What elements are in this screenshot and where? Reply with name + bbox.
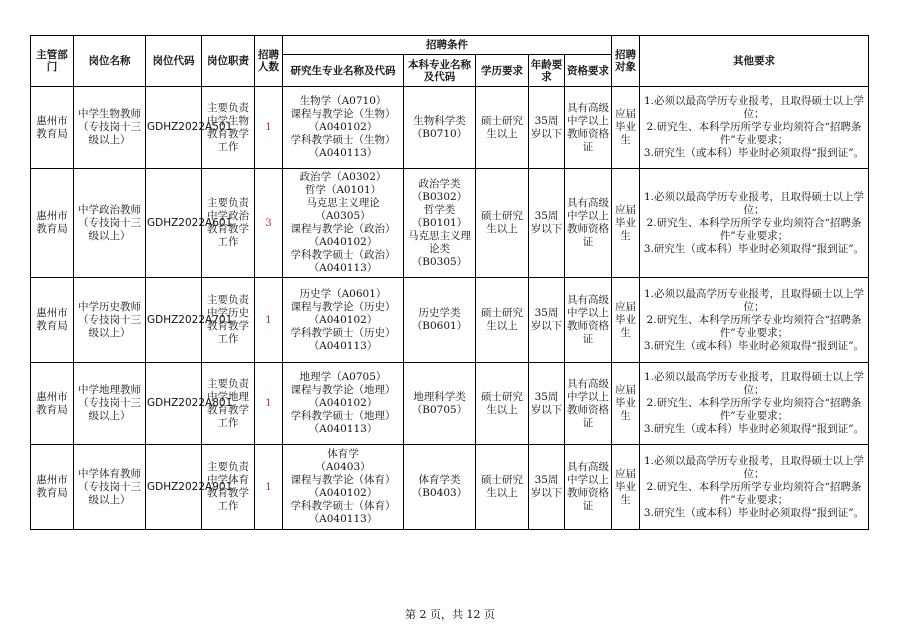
other-req-cell (640, 363, 869, 445)
post-name-cell: 中学政治教师（专技岗十三级以上） (74, 169, 146, 278)
cell-line: 学科教学硕士（生物） (290, 134, 396, 146)
age-cell: 35周岁以下 (529, 363, 565, 445)
table-row (31, 169, 869, 278)
post-duty-cell: 主要负责中学历史教育教学工作 (202, 278, 255, 363)
header-age: 年龄要求 (529, 55, 565, 87)
cell-line: 历史学类 (418, 307, 461, 319)
dept-cell: 惠州市教育局 (31, 445, 74, 530)
table-row (31, 363, 869, 445)
cell-line: 课程与教学论（体育） (290, 474, 396, 486)
header-undergrad-major: 本科专业名称及代码 (404, 55, 476, 87)
cell-line: 2.研究生、本科学历所学专业均须符合“招聘条件”专业要求； (646, 480, 862, 506)
undergrad-major-cell (404, 363, 476, 445)
cell-line: 体育学类 (418, 474, 461, 486)
grad-major-cell (283, 169, 404, 278)
cell-line: 马克思主义理 (408, 229, 471, 242)
other-req-cell (640, 87, 869, 169)
cell-line: （A040102） (308, 236, 378, 248)
target-cell: 应届毕业生 (612, 169, 640, 278)
cell-line: 学科教学硕士（体育） (290, 500, 396, 512)
post-name-cell: 中学体育教师（专技岗十三级以上） (74, 445, 146, 530)
qualification-cell: 具有高级中学以上教师资格证 (565, 87, 612, 169)
cell-line: （A040113） (308, 423, 378, 435)
post-name-cell: 中学生物教师（专技岗十三级以上） (74, 87, 146, 169)
grad-major-cell (283, 363, 404, 445)
cell-line: 3.研究生（或本科）毕业时必须取得“报到证”。 (643, 506, 865, 519)
header-qualification: 资格要求 (565, 55, 612, 87)
cell-line: 学科教学硕士（地理） (290, 410, 396, 422)
cell-line: 1.必须以最高学历专业报考，且取得硕士以上学位； (643, 95, 865, 120)
grad-major-cell (283, 278, 404, 363)
cell-line: 3.研究生（或本科）毕业时必须取得“报到证”。 (643, 242, 865, 255)
post-code-cell: GDHZ2022A501 (146, 87, 202, 169)
cell-line: 政治学类 (418, 177, 461, 190)
cell-line: 3.研究生（或本科）毕业时必须取得“报到证”。 (643, 147, 865, 159)
cell-line: 政治学（A0302） (299, 171, 387, 183)
age-cell: 35周岁以下 (529, 278, 565, 363)
cell-line: （B0101） (411, 216, 468, 229)
header-dept: 主管部门 (31, 36, 74, 87)
cell-line: （A040113） (308, 339, 378, 352)
cell-line: 论类 (429, 242, 450, 255)
other-req-cell (640, 278, 869, 363)
table-row (31, 87, 869, 169)
qualification-cell: 具有高级中学以上教师资格证 (565, 445, 612, 530)
cell-line: （B0403） (411, 487, 468, 499)
target-cell: 应届毕业生 (612, 445, 640, 530)
cell-line: 体育学 (327, 448, 359, 460)
post-code-cell: GDHZ2022A801 (146, 363, 202, 445)
post-code-cell: GDHZ2022A901 (146, 445, 202, 530)
education-cell: 硕士研究生以上 (476, 169, 529, 278)
post-duty-cell: 主要负责中学政治教育教学工作 (202, 169, 255, 278)
cell-line: （A0305） (315, 210, 371, 222)
post-duty-cell: 主要负责中学地理教育教学工作 (202, 363, 255, 445)
recruitment-table (30, 35, 869, 530)
cell-line: （B0302） (411, 190, 468, 203)
count-cell: 1 (255, 87, 283, 169)
header-post-name: 岗位名称 (74, 36, 146, 87)
table-row (31, 278, 869, 363)
count-cell: 1 (255, 363, 283, 445)
cell-line: 2.研究生、本科学历所学专业均须符合“招聘条件”专业要求； (646, 397, 862, 422)
cell-line: （A0403） (315, 461, 371, 473)
cell-line: 3.研究生（或本科）毕业时必须取得“报到证”。 (643, 423, 865, 435)
cell-line: 2.研究生、本科学历所学专业均须符合“招聘条件”专业要求； (646, 121, 862, 146)
education-cell: 硕士研究生以上 (476, 87, 529, 169)
other-req-cell (640, 445, 869, 530)
cell-line: （A040113） (308, 513, 378, 525)
undergrad-major-cell (404, 87, 476, 169)
undergrad-major-cell (404, 445, 476, 530)
post-duty-cell: 主要负责中学体育教育教学工作 (202, 445, 255, 530)
header-post-duty: 岗位职责 (202, 36, 255, 87)
target-cell: 应届毕业生 (612, 87, 640, 169)
post-code-cell: GDHZ2022A701 (146, 278, 202, 363)
header-target: 招聘对象 (612, 36, 640, 87)
cell-line: （B0601） (411, 320, 468, 332)
dept-cell: 惠州市教育局 (31, 363, 74, 445)
header-other: 其他要求 (640, 36, 869, 87)
dept-cell: 惠州市教育局 (31, 278, 74, 363)
cell-line: （A040102） (308, 313, 378, 326)
cell-line: 1.必须以最高学历专业报考，且取得硕士以上学位； (643, 454, 865, 480)
cell-line: 地理学（A0705） (299, 371, 387, 383)
count-cell: 1 (255, 278, 283, 363)
post-name-cell: 中学地理教师（专技岗十三级以上） (74, 363, 146, 445)
education-cell: 硕士研究生以上 (476, 445, 529, 530)
cell-line: 2.研究生、本科学历所学专业均须符合“招聘条件”专业要求； (646, 313, 862, 339)
post-duty-cell: 主要负责中学生物教育教学工作 (202, 87, 255, 169)
count-cell: 1 (255, 445, 283, 530)
cell-line: （B0305） (411, 255, 468, 268)
qualification-cell: 具有高级中学以上教师资格证 (565, 278, 612, 363)
target-cell: 应届毕业生 (612, 278, 640, 363)
cell-line: （A040102） (308, 487, 378, 499)
other-req-cell (640, 169, 869, 278)
cell-line: （A040102） (308, 397, 378, 409)
cell-line: 学科教学硕士（政治） (290, 249, 396, 261)
undergrad-major-cell (404, 169, 476, 278)
qualification-cell: 具有高级中学以上教师资格证 (565, 169, 612, 278)
cell-line: （A040113） (308, 262, 378, 274)
education-cell: 硕士研究生以上 (476, 363, 529, 445)
cell-line: 哲学类 (423, 203, 456, 216)
grad-major-cell (283, 445, 404, 530)
post-name-cell: 中学历史教师（专技岗十三级以上） (74, 278, 146, 363)
cell-line: 1.必须以最高学历专业报考，且取得硕士以上学位； (643, 190, 865, 216)
cell-line: 地理科学类 (413, 390, 466, 403)
count-cell: 3 (255, 169, 283, 278)
cell-line: 3.研究生（或本科）毕业时必须取得“报到证”。 (643, 339, 865, 352)
cell-line: （B0710） (411, 127, 468, 140)
cell-line: 哲学（A0101） (304, 184, 382, 196)
cell-line: 课程与教学论（历史） (290, 300, 396, 313)
header-education: 学历要求 (476, 55, 529, 87)
grad-major-cell (283, 87, 404, 169)
post-code-cell: GDHZ2022A601 (146, 169, 202, 278)
cell-line: 课程与教学论（政治） (290, 223, 396, 235)
cell-line: 2.研究生、本科学历所学专业均须符合“招聘条件”专业要求； (646, 216, 862, 242)
cell-line: 历史学（A0601） (299, 287, 387, 300)
cell-line: 1.必须以最高学历专业报考，且取得硕士以上学位； (643, 371, 865, 396)
header-conditions: 招聘条件 (283, 36, 612, 55)
header-post-code: 岗位代码 (146, 36, 202, 87)
page-footer: 第 2 页，共 12 页 (405, 608, 495, 621)
undergrad-major-cell (404, 278, 476, 363)
qualification-cell: 具有高级中学以上教师资格证 (565, 363, 612, 445)
age-cell: 35周岁以下 (529, 87, 565, 169)
cell-line: 1.必须以最高学历专业报考，且取得硕士以上学位； (643, 287, 865, 313)
cell-line: （A040113） (308, 147, 378, 159)
cell-line: 生物学（A0710） (299, 95, 387, 107)
cell-line: 生物科学类 (413, 114, 466, 127)
dept-cell: 惠州市教育局 (31, 87, 74, 169)
header-grad-major: 研究生专业名称及代码 (283, 55, 404, 87)
cell-line: （B0705） (411, 403, 468, 416)
header-count: 招聘人数 (255, 36, 283, 87)
education-cell: 硕士研究生以上 (476, 278, 529, 363)
cell-line: 马克思主义理论 (306, 197, 380, 209)
target-cell: 应届毕业生 (612, 363, 640, 445)
age-cell: 35周岁以下 (529, 445, 565, 530)
cell-line: 课程与教学论（地理） (290, 384, 396, 396)
dept-cell: 惠州市教育局 (31, 169, 74, 278)
cell-line: （A040102） (308, 121, 378, 133)
table-row (31, 445, 869, 530)
cell-line: 学科教学硕士（历史） (290, 326, 396, 339)
age-cell: 35周岁以下 (529, 169, 565, 278)
cell-line: 课程与教学论（生物） (290, 108, 396, 120)
